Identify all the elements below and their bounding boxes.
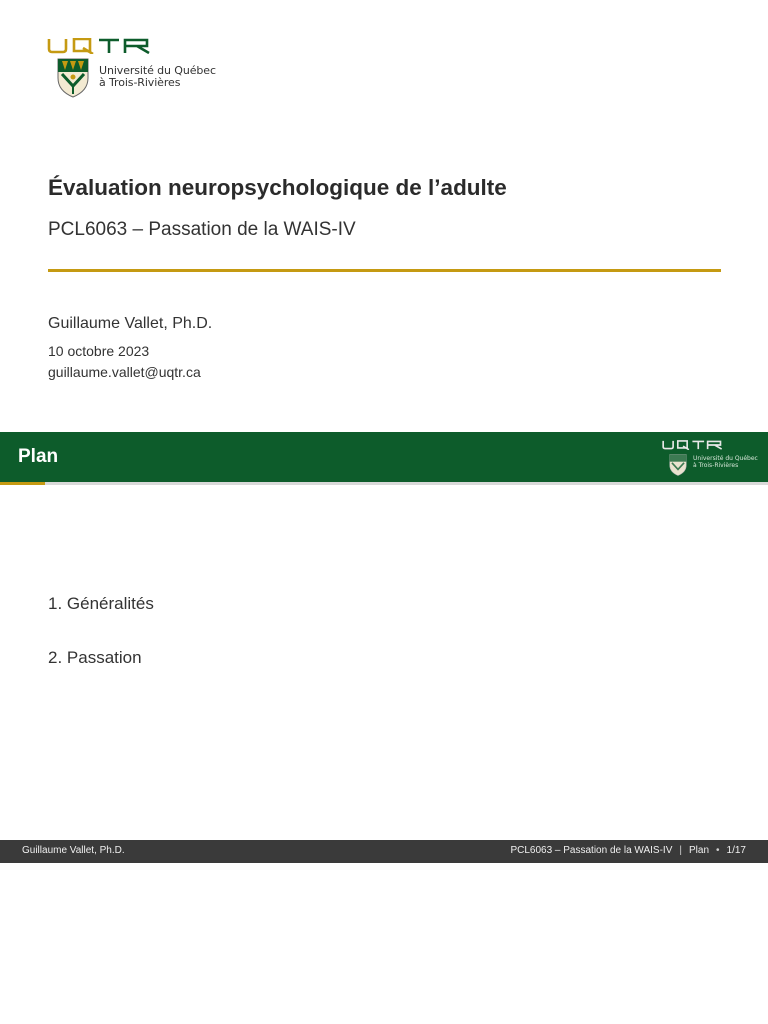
header-uqtr-logo <box>662 438 762 478</box>
toc-item-passation[interactable]: 2. Passation <box>48 648 142 667</box>
presentation-date: 10 octobre 2023 <box>48 343 150 359</box>
slide-footer <box>0 840 768 863</box>
footer-bullet: • <box>716 845 720 856</box>
uqtr-wordmark <box>47 38 153 54</box>
frame-progress-gold <box>0 482 45 485</box>
footer-separator: | <box>679 845 682 856</box>
footer-section[interactable]: Plan <box>689 845 710 856</box>
frame-progress-track <box>45 482 768 485</box>
footer-right <box>510 845 746 856</box>
uqtr-crest-icon <box>57 58 89 98</box>
footer-author: Guillaume Vallet, Ph.D. <box>22 845 125 856</box>
toc-item-generalites[interactable]: 1. Généralités <box>48 594 154 613</box>
header-university-line1: Université du Québec <box>693 455 758 462</box>
frame-title-bar <box>0 432 768 482</box>
header-university-line2: à Trois-Rivières <box>693 462 739 469</box>
uqtr-logo <box>47 38 247 100</box>
presentation-title: Évaluation neuropsychologique de l’adulte <box>48 175 507 200</box>
header-university-name <box>693 455 758 469</box>
header-crest-icon <box>669 454 687 476</box>
frame-title: Plan <box>18 446 59 467</box>
footer-page-number: 1/17 <box>726 845 746 856</box>
presentation-subtitle: PCL6063 – Passation de la WAIS-IV <box>48 219 356 240</box>
title-divider <box>48 269 721 272</box>
university-name-line1: Université du Québec <box>99 64 216 77</box>
header-uqtr-wordmark <box>662 440 724 450</box>
footer-course: PCL6063 – Passation de la WAIS-IV <box>510 845 673 856</box>
university-name <box>99 65 216 89</box>
university-name-line2: à Trois-Rivières <box>99 76 181 89</box>
author-name: Guillaume Vallet, Ph.D. <box>48 315 213 332</box>
author-email[interactable]: guillaume.vallet@uqtr.ca <box>48 364 201 380</box>
